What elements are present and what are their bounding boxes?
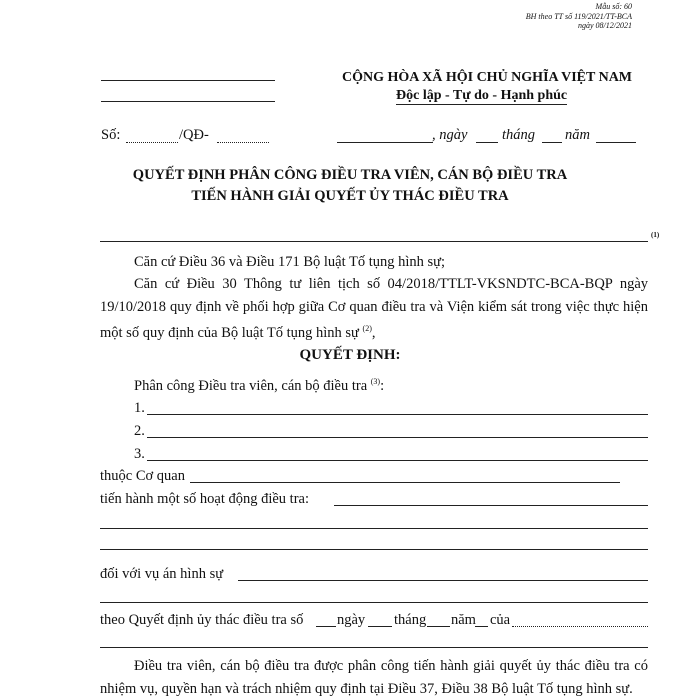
activities-label: tiến hành một số hoạt động điều tra:	[100, 491, 310, 507]
date-ngay: , ngày	[432, 127, 468, 143]
number-suffix-blank[interactable]	[217, 142, 269, 143]
day-blank[interactable]	[476, 142, 498, 143]
activities-line-3[interactable]	[100, 549, 648, 550]
place-blank[interactable]	[337, 142, 433, 143]
activities-line-2[interactable]	[100, 528, 648, 529]
year-blank[interactable]	[596, 142, 636, 143]
form-number-block	[526, 2, 632, 31]
item-2-label: 2.	[134, 423, 145, 439]
entrust-number-blank[interactable]	[316, 626, 336, 627]
entrust-agency-blank[interactable]	[512, 626, 648, 627]
assign-label-end: :	[380, 377, 385, 394]
form-date: ngày 08/12/2021	[578, 21, 632, 30]
entrust-ngay: ngày	[337, 612, 366, 628]
case-line-1[interactable]	[238, 580, 648, 581]
item-3-line[interactable]	[147, 460, 648, 461]
case-line-2[interactable]	[100, 602, 648, 603]
number-mid: /QĐ-	[179, 127, 209, 143]
legal-basis-1: Căn cứ Điều 36 và Điều 171 Bộ luật Tố tụng hình sự;	[134, 254, 446, 270]
assign-label-text: Phân công Điều tra viên, cán bộ điều tra	[134, 377, 368, 394]
entrust-day-blank[interactable]	[368, 626, 392, 627]
entrust-year-blank[interactable]	[475, 626, 488, 627]
closing-paragraph: Điều tra viên, cán bộ điều tra được phân công tiến hành giải quyết ủy thác điều tra có nhiệm vụ, quyền hạn và trách nhiệm quy định tại Điều 37, Điều 38 Bộ luật Tố tụng hình sự.	[100, 658, 648, 697]
number-prefix: Số:	[101, 127, 121, 143]
footnote-3-marker: (3)	[370, 377, 381, 386]
footnote-2-marker: (2)	[362, 324, 372, 333]
form-code: Mẫu số: 60	[595, 2, 632, 11]
assign-label	[134, 377, 384, 395]
decision-heading: QUYẾT ĐỊNH:	[299, 347, 401, 363]
entrust-line-2[interactable]	[100, 647, 648, 648]
agency-line-2[interactable]	[101, 101, 275, 102]
case-label: đối với vụ án hình sự	[100, 566, 224, 582]
motto: Độc lập - Tự do - Hạnh phúc	[396, 88, 568, 103]
entrust-month-blank[interactable]	[427, 626, 450, 627]
agency-name-line[interactable]	[100, 241, 648, 242]
month-blank[interactable]	[542, 142, 562, 143]
legal-basis-2-text: Căn cứ Điều 30 Thông tư liên tịch số 04/2018/TTLT-VKSNDTC-BCA-BQP ngày 19/10/2018 quy định về phối hợp giữa Cơ quan điều tra và Viện kiểm sát trong việc thực hiện một số quy định của Bộ luật Tố tụng hình sự	[100, 276, 648, 341]
item-1-label: 1.	[134, 400, 145, 416]
form-basis: BH theo TT số 119/2021/TT-BCA	[525, 11, 632, 21]
footnote-1-marker: (1)	[651, 231, 660, 239]
entrust-thang: tháng	[394, 612, 427, 628]
entrust-cua: của	[490, 612, 511, 628]
number-blank[interactable]	[126, 142, 178, 143]
legal-basis-2	[100, 273, 648, 344]
agency-label: thuộc Cơ quan	[100, 468, 185, 484]
item-3-label: 3.	[134, 446, 145, 462]
legal-basis-2-end: ,	[371, 324, 376, 341]
entrust-nam: năm	[451, 612, 476, 628]
activities-line-1[interactable]	[334, 505, 648, 506]
doc-title-line-2: TIẾN HÀNH GIẢI QUYẾT ỦY THÁC ĐIỀU TRA	[191, 188, 509, 204]
nation-title: CỘNG HÒA XÃ HỘI CHỦ NGHĨA VIỆT NAM	[342, 70, 633, 85]
item-2-line[interactable]	[147, 437, 648, 438]
agency-line-1[interactable]	[101, 80, 275, 81]
agency-field-line[interactable]	[190, 482, 620, 483]
entrust-label: theo Quyết định ủy thác điều tra số	[100, 612, 304, 628]
item-1-line[interactable]	[147, 414, 648, 415]
doc-title-line-1: QUYẾT ĐỊNH PHÂN CÔNG ĐIỀU TRA VIÊN, CÁN BỘ ĐIỀU TRA	[132, 167, 568, 183]
date-nam: năm	[565, 127, 590, 143]
date-thang: tháng	[502, 127, 536, 143]
